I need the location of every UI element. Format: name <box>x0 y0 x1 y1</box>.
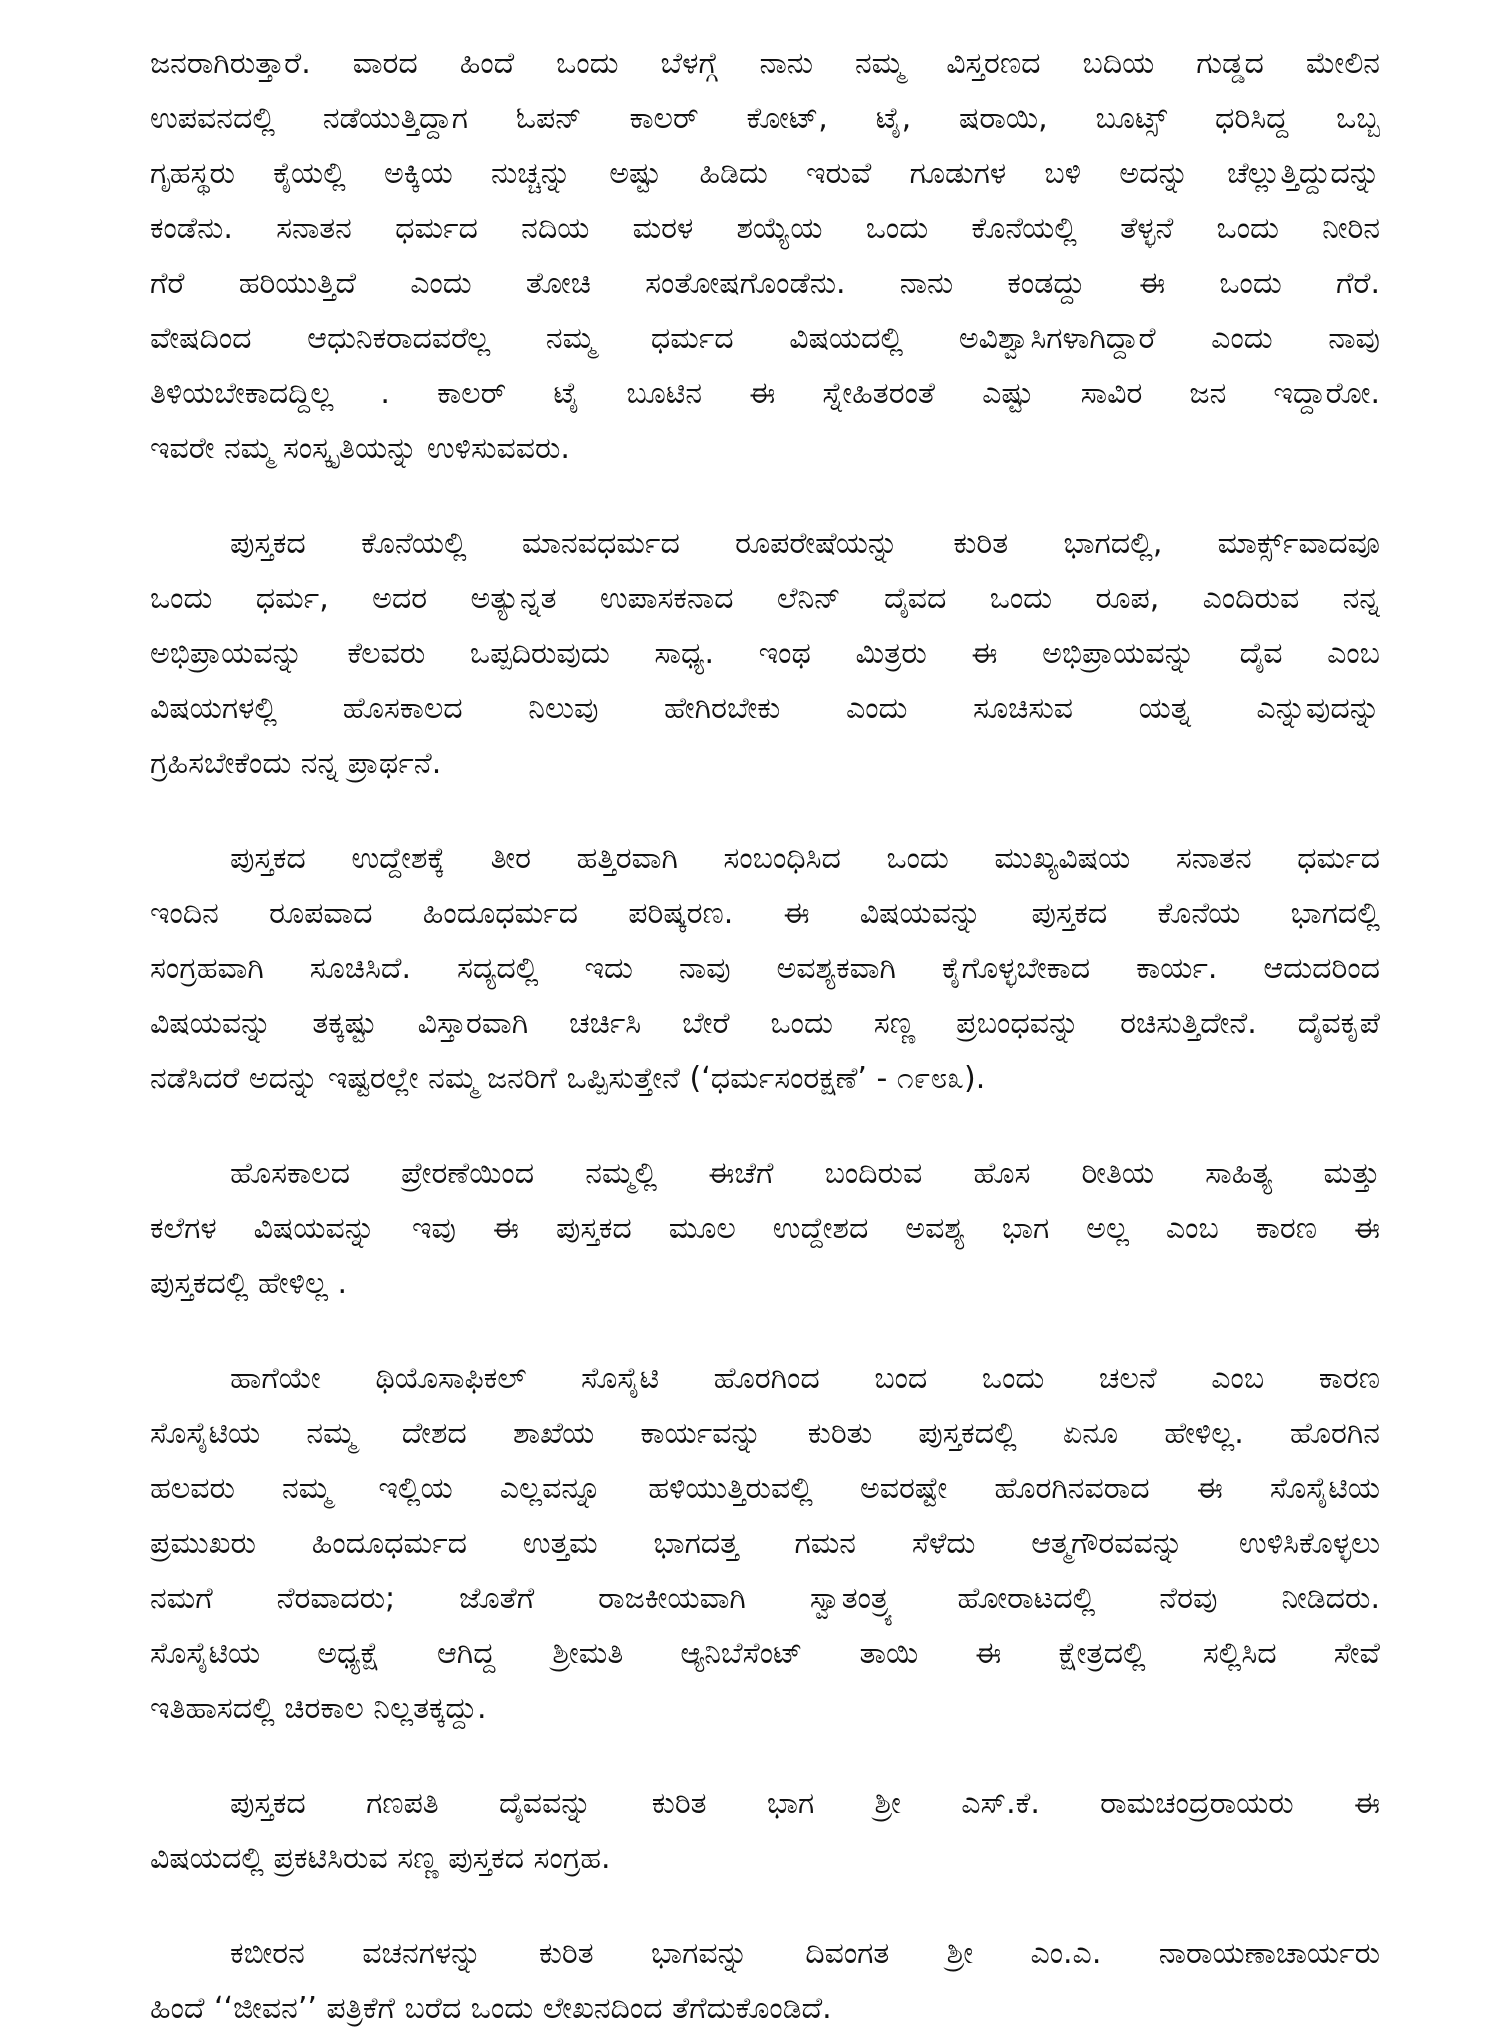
text-line: ಪ್ರಮುಖರು ಹಿಂದೂಧರ್ಮದ ಉತ್ತಮ ಭಾಗದತ್ತ ಗಮನ ಸೆಳೆದು ಆತ್ಮಗೌರವವನ್ನು ಉಳಿಸಿಕೊಳ್ಳಲು <box>150 1526 1380 1561</box>
text-line: ಒಂದು ಧರ್ಮ, ಅದರ ಅತ್ಯುನ್ನತ ಉಪಾಸಕನಾದ ಲೆನಿನ್ ದೈವದ ಒಂದು ರೂಪ, ಎಂದಿರುವ ನನ್ನ <box>150 581 1380 616</box>
text-line: ಇತಿಹಾಸದಲ್ಲಿ ಚಿರಕಾಲ ನಿಲ್ಲತಕ್ಕದ್ದು. <box>150 1691 487 1726</box>
document-page <box>150 36 1380 2036</box>
text-line: ಅಭಿಪ್ರಾಯವನ್ನು ಕೆಲವರು ಒಪ್ಪದಿರುವುದು ಸಾಧ್ಯ. ಇಂಥ ಮಿತ್ರರು ಈ ಅಭಿಪ್ರಾಯವನ್ನು ದೈವ ಎಂಬ <box>150 636 1380 671</box>
text-line: ಉಪವನದಲ್ಲಿ ನಡೆಯುತ್ತಿದ್ದಾಗ ಓಪನ್ ಕಾಲರ್ ಕೋಟ್, ಟೈ, ಷರಾಯಿ, ಬೂಟ್ಸ್ ಧರಿಸಿದ್ದ ಒಬ್ಬ <box>150 101 1380 136</box>
text-line: ಗೆರೆ ಹರಿಯುತ್ತಿದೆ ಎಂದು ತೋಚಿ ಸಂತೋಷಗೊಂಡೆನು. ನಾನು ಕಂಡದ್ದು ಈ ಒಂದು ಗೆರೆ. <box>150 266 1380 301</box>
paragraph-1 <box>150 36 1380 476</box>
text-line: ಕಬೀರನ ವಚನಗಳನ್ನು ಕುರಿತ ಭಾಗವನ್ನು ದಿವಂಗತ ಶ್ರೀ ಎಂ.ಎ. ನಾರಾಯಣಾಚಾರ್ಯರು <box>230 1936 1380 1971</box>
paragraph-6 <box>150 1776 1380 1886</box>
text-line: ಇಂದಿನ ರೂಪವಾದ ಹಿಂದೂಧರ್ಮದ ಪರಿಷ್ಕರಣ. ಈ ವಿಷಯವನ್ನು ಪುಸ್ತಕದ ಕೊನೆಯ ಭಾಗದಲ್ಲಿ <box>150 896 1380 931</box>
text-line: ಗೃಹಸ್ಥರು ಕೈಯಲ್ಲಿ ಅಕ್ಕಿಯ ನುಚ್ಚನ್ನು ಅಷ್ಟು ಹಿಡಿದು ಇರುವೆ ಗೂಡುಗಳ ಬಳಿ ಅದನ್ನು ಚೆಲ್ಲುತ್ತಿದ್ದುದನ್ನು <box>150 156 1380 191</box>
text-line: ಇವರೇ ನಮ್ಮ ಸಂಸ್ಕೃತಿಯನ್ನು ಉಳಿಸುವವರು. <box>150 431 570 466</box>
text-line: ಸೊಸೈಟಿಯ ನಮ್ಮ ದೇಶದ ಶಾಖೆಯ ಕಾರ್ಯವನ್ನು ಕುರಿತು ಪುಸ್ತಕದಲ್ಲಿ ಏನೂ ಹೇಳಿಲ್ಲ. ಹೊರಗಿನ <box>150 1416 1380 1451</box>
text-line: ನಮಗೆ ನೆರವಾದರು; ಜೊತೆಗೆ ರಾಜಕೀಯವಾಗಿ ಸ್ವಾತಂತ್ರ್ಯ ಹೋರಾಟದಲ್ಲಿ ನೆರವು ನೀಡಿದರು. <box>150 1581 1380 1616</box>
text-line: ಹಲವರು ನಮ್ಮ ಇಲ್ಲಿಯ ಎಲ್ಲವನ್ನೂ ಹಳಿಯುತ್ತಿರುವಲ್ಲಿ ಅವರಷ್ಟೇ ಹೊರಗಿನವರಾದ ಈ ಸೊಸೈಟಿಯ <box>150 1471 1380 1506</box>
paragraph-7 <box>150 1926 1380 2036</box>
text-line: ನಡೆಸಿದರೆ ಅದನ್ನು ಇಷ್ಟರಲ್ಲೇ ನಮ್ಮ ಜನರಿಗೆ ಒಪ್ಪಿಸುತ್ತೇನೆ (‘ಧರ್ಮಸಂರಕ್ಷಣೆ’ - ೧೯೮೩). <box>150 1061 986 1096</box>
text-line: ಕಲೆಗಳ ವಿಷಯವನ್ನು ಇವು ಈ ಪುಸ್ತಕದ ಮೂಲ ಉದ್ದೇಶದ ಅವಶ್ಯ ಭಾಗ ಅಲ್ಲ ಎಂಬ ಕಾರಣ ಈ <box>150 1211 1380 1246</box>
text-line: ಹಾಗೆಯೇ ಥಿಯೊಸಾಫಿಕಲ್ ಸೊಸೈಟಿ ಹೊರಗಿಂದ ಬಂದ ಒಂದು ಚಲನೆ ಎಂಬ ಕಾರಣ <box>230 1361 1380 1396</box>
paragraph-5 <box>150 1351 1380 1736</box>
text-line: ತಿಳಿಯಬೇಕಾದದ್ದಿಲ್ಲ . ಕಾಲರ್ ಟೈ ಬೂಟಿನ ಈ ಸ್ನೇಹಿತರಂತೆ ಎಷ್ಟು ಸಾವಿರ ಜನ ಇದ್ದಾರೋ. <box>150 376 1380 411</box>
text-line: ಜನರಾಗಿರುತ್ತಾರೆ. ವಾರದ ಹಿಂದೆ ಒಂದು ಬೆಳಗ್ಗೆ ನಾನು ನಮ್ಮ ವಿಸ್ತರಣದ ಬದಿಯ ಗುಡ್ಡದ ಮೇಲಿನ <box>150 46 1380 81</box>
text-line: ಪುಸ್ತಕದ ಉದ್ದೇಶಕ್ಕೆ ತೀರ ಹತ್ತಿರವಾಗಿ ಸಂಬಂಧಿಸಿದ ಒಂದು ಮುಖ್ಯವಿಷಯ ಸನಾತನ ಧರ್ಮದ <box>230 841 1380 876</box>
paragraph-4 <box>150 1146 1380 1311</box>
text-line: ವಿಷಯವನ್ನು ತಕ್ಕಷ್ಟು ವಿಸ್ತಾರವಾಗಿ ಚರ್ಚಿಸಿ ಬೇರೆ ಒಂದು ಸಣ್ಣ ಪ್ರಬಂಧವನ್ನು ರಚಿಸುತ್ತಿದೇನೆ. ದೈವಕೃಪೆ <box>150 1006 1380 1041</box>
text-line: ವಿಷಯಗಳಲ್ಲಿ ಹೊಸಕಾಲದ ನಿಲುವು ಹೇಗಿರಬೇಕು ಎಂದು ಸೂಚಿಸುವ ಯತ್ನ ಎನ್ನುವುದನ್ನು <box>150 691 1380 726</box>
text-line: ಗ್ರಹಿಸಬೇಕೆಂದು ನನ್ನ ಪ್ರಾರ್ಥನೆ. <box>150 746 442 781</box>
paragraph-3 <box>150 831 1380 1106</box>
text-line: ಪುಸ್ತಕದ ಗಣಪತಿ ದೈವವನ್ನು ಕುರಿತ ಭಾಗ ಶ್ರೀ ಎಸ್.ಕೆ. ರಾಮಚಂದ್ರರಾಯರು ಈ <box>230 1786 1380 1821</box>
text-line: ಹೊಸಕಾಲದ ಪ್ರೇರಣೆಯಿಂದ ನಮ್ಮಲ್ಲಿ ಈಚೆಗೆ ಬಂದಿರುವ ಹೊಸ ರೀತಿಯ ಸಾಹಿತ್ಯ ಮತ್ತು <box>230 1156 1380 1191</box>
text-line: ಹಿಂದೆ ‘‘ಜೀವನ’’ ಪತ್ರಿಕೆಗೆ ಬರೆದ ಒಂದು ಲೇಖನದಿಂದ ತೆಗೆದುಕೊಂಡಿದೆ. <box>150 1991 832 2026</box>
text-line: ಕಂಡೆನು. ಸನಾತನ ಧರ್ಮದ ನದಿಯ ಮರಳ ಶಯ್ಯೆಯ ಒಂದು ಕೊನೆಯಲ್ಲಿ ತೆಳ್ಳನೆ ಒಂದು ನೀರಿನ <box>150 211 1380 246</box>
text-line: ಪುಸ್ತಕದ ಕೊನೆಯಲ್ಲಿ ಮಾನವಧರ್ಮದ ರೂಪರೇಷೆಯನ್ನು ಕುರಿತ ಭಾಗದಲ್ಲಿ, ಮಾರ್ಕ್ಸ್‌ವಾದವೂ <box>230 526 1380 561</box>
text-line: ವಿಷಯದಲ್ಲಿ ಪ್ರಕಟಿಸಿರುವ ಸಣ್ಣ ಪುಸ್ತಕದ ಸಂಗ್ರಹ. <box>150 1841 611 1876</box>
text-line: ವೇಷದಿಂದ ಆಧುನಿಕರಾದವರೆಲ್ಲ ನಮ್ಮ ಧರ್ಮದ ವಿಷಯದಲ್ಲಿ ಅವಿಶ್ವಾಸಿಗಳಾಗಿದ್ದಾರೆ ಎಂದು ನಾವು <box>150 321 1380 356</box>
text-line: ಪುಸ್ತಕದಲ್ಲಿ ಹೇಳಿಲ್ಲ . <box>150 1266 348 1301</box>
text-line: ಸೊಸೈಟಿಯ ಅಧ್ಯಕ್ಷೆ ಆಗಿದ್ದ ಶ್ರೀಮತಿ ಆ್ಯನಿಬೆಸೆಂಟ್ ತಾಯಿ ಈ ಕ್ಷೇತ್ರದಲ್ಲಿ ಸಲ್ಲಿಸಿದ ಸೇವೆ <box>150 1636 1380 1671</box>
paragraph-2 <box>150 516 1380 791</box>
text-line: ಸಂಗ್ರಹವಾಗಿ ಸೂಚಿಸಿದೆ. ಸದ್ಯದಲ್ಲಿ ಇದು ನಾವು ಅವಶ್ಯಕವಾಗಿ ಕೈಗೊಳ್ಳಬೇಕಾದ ಕಾರ್ಯ. ಆದುದರಿಂದ <box>150 951 1380 986</box>
